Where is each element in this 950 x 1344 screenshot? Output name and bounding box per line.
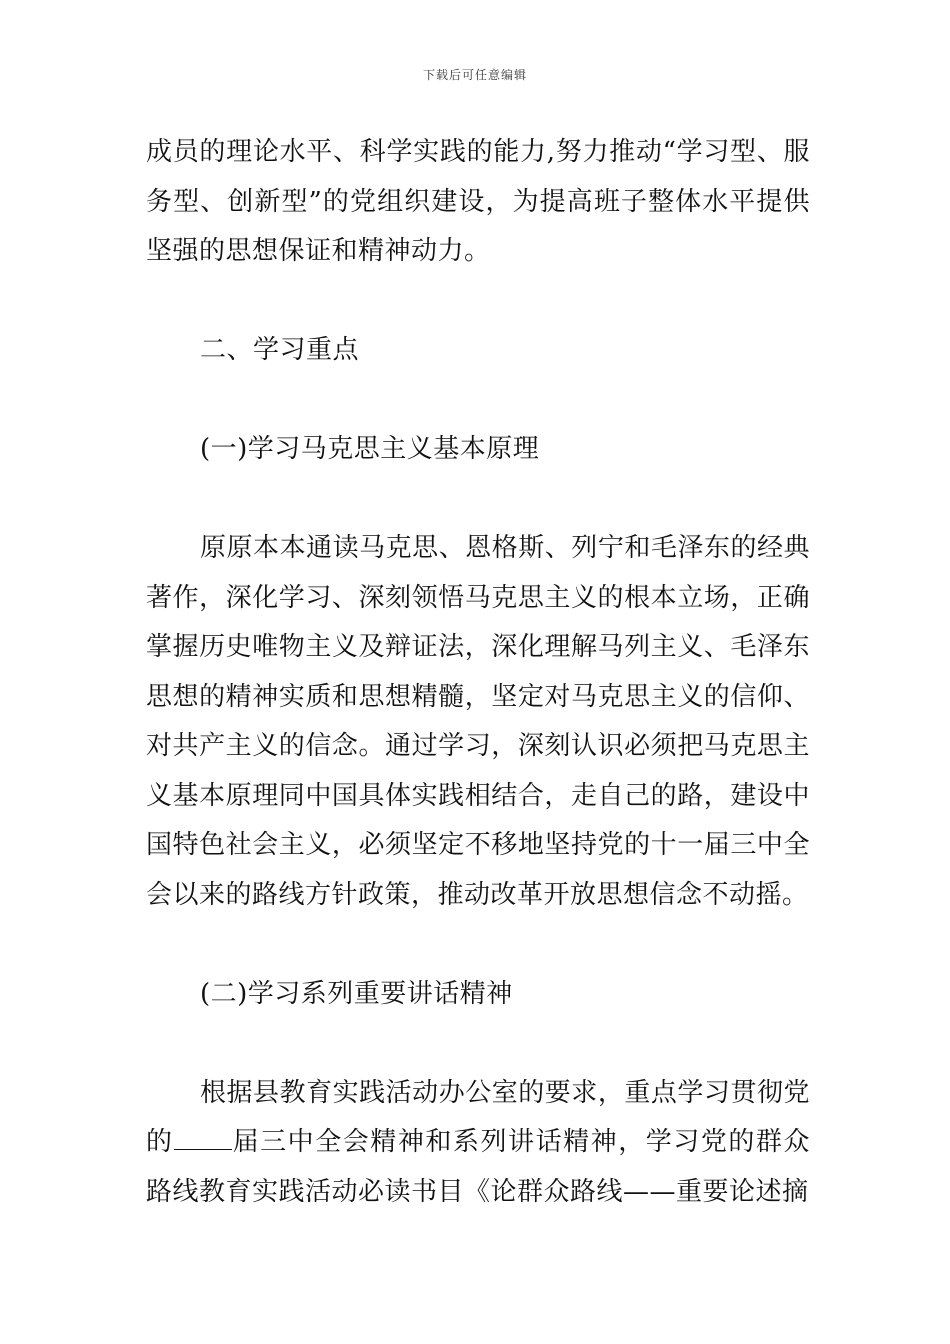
subsection-heading-2: (二)学习系列重要讲话精神 bbox=[200, 978, 513, 1009]
subsection-heading-1: (一)学习马克思主义基本原理 bbox=[200, 434, 540, 464]
paragraph-marxism: 原原本本通读马克思、恩格斯、列宁和毛泽东的经典著作，深化学习、深刻领悟马克思主义的根本立场，正确掌握历史唯物主义及辩证法，深化理解马列主义、毛泽东思想的精神实质和思想精髓，坚定对马克思主义的信仰、对共产主义的信念。通过学习，深刻认识必须把马克思主义基本原理同中国具体实践相结合，走自己的路，建设中国特色社会主义，必须坚定不移地坚持党的十一届三中全会以来的路线方针政策，推动改革开放思想信念不动摇。 bbox=[146, 533, 810, 910]
fill-in-blank bbox=[174, 1127, 232, 1150]
paragraph-text-after-blank: 届三中全会精神和系列讲话精神，学习党的群众路线教育实践活动必读书目《论群众路线——重要论述摘 bbox=[146, 1127, 810, 1207]
section-heading: 二、学习重点 bbox=[200, 335, 360, 365]
spacer bbox=[146, 277, 810, 327]
spacer bbox=[146, 920, 810, 970]
paragraph-requirements bbox=[146, 1069, 810, 1218]
spacer bbox=[146, 376, 810, 426]
spacer bbox=[146, 1019, 810, 1069]
spacer bbox=[146, 475, 810, 525]
paragraph-text-before-blank: 根据县教育实践活动办公室的要求，重点学习贯彻党的 bbox=[146, 1077, 810, 1157]
header-note: 下载后可任意编辑 bbox=[422, 68, 527, 82]
paragraph-continuation: 成员的理论水平、科学实践的能力,努力推动“学习型、服务型、创新型”的党组织建设，为提高班子整体水平提供坚强的思想保证和精神动力。 bbox=[146, 137, 810, 266]
document-body bbox=[146, 128, 810, 1217]
